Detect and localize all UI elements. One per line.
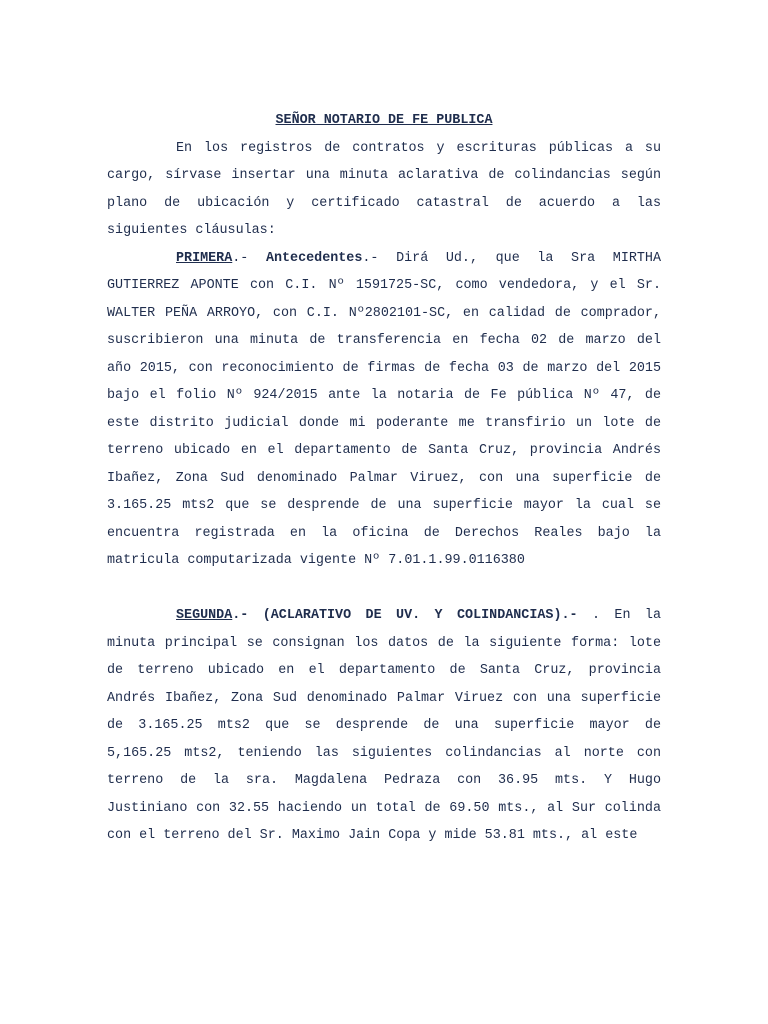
clause-segunda <box>107 602 661 850</box>
paragraph-spacer <box>107 575 661 603</box>
clause-primera <box>107 245 661 575</box>
document-title: SEÑOR NOTARIO DE FE PUBLICA <box>275 113 493 128</box>
clause-primera-label: PRIMERA <box>176 250 233 266</box>
clause-segunda-text: . En la minuta principal se consignan los datos de la siguiente forma: lote de terreno ubicado en el departamento de Santa Cruz, provincia Andrés Ibañez, Zona Sud denominado Palmar Viruez con una superficie de 3.165.25 mts2 que se desprende de una superficie mayor de 5,165.25 mts2, teniendo las siguientes colindancias al norte con terreno de la sra. Magdalena Pedraza con 36.95 mts. Y Hugo Justiniano con 32.55 haciendo un total de 69.50 mts., al Sur colinda con el terreno del Sr. Maximo Jain Copa y mide 53.81 mts., al este <box>107 608 661 843</box>
clause-segunda-label: SEGUNDA <box>176 608 233 623</box>
clause-primera-separator: .- <box>232 250 266 266</box>
clause-primera-heading: Antecedentes <box>265 250 363 266</box>
clause-primera-text: Dirá Ud., que la Sra MIRTHA GUTIERREZ APONTE con C.I. Nº 1591725-SC, como vendedora, y el Sr. WALTER PEÑA ARROYO, con C.I. Nº2802101-SC, en calidad de comprador, suscribieron una minuta de transferencia en fecha 02 de marzo del año 2015, con reconocimiento de firmas de fecha 03 de marzo del 2015 bajo el folio Nº 924/2015 ante la notaria de Fe pública Nº 47, de este distrito judicial donde mi poderante me transfirio un lote de terreno ubicado en el departamento de Santa Cruz, provincia Andrés Ibañez, Zona Sud denominado Palmar Viruez, con una superficie de 3.165.25 mts2 que se desprende de una superficie mayor la cual se encuentra registrada en la oficina de Derechos Reales bajo la matricula computarizada vigente Nº 7.01.1.99.0116380 <box>107 250 662 568</box>
clause-segunda-heading: .- (ACLARATIVO DE UV. Y COLINDANCIAS).- <box>232 608 578 623</box>
clause-primera-separator-2: .- <box>362 250 397 266</box>
document-page <box>107 107 661 850</box>
intro-paragraph: En los registros de contratos y escrituras públicas a su cargo, sírvase insertar una minuta aclarativa de colindancias según plano de ubicación y certificado catastral de acuerdo a las siguientes cláusulas: <box>107 140 661 238</box>
